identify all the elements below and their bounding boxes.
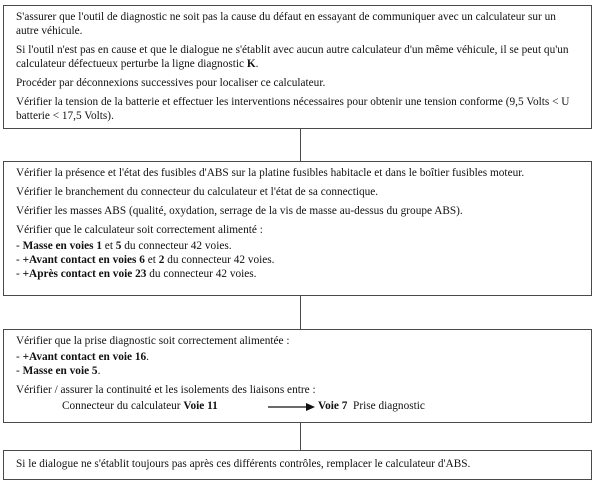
paragraph-battery: Vérifier la tension de la batterie et effectuer les interventions nécessaires pour obtenir une tension conforme (9,5 Volts < U batterie < 17,5 Volts).: [16, 96, 570, 122]
check-box-diagnostic-tool: [3, 5, 592, 129]
list-item: - Masse en voies 1 et 5 du connecteur 42 voies.: [16, 240, 232, 252]
paragraph-disconnect: Procéder par déconnexions successives pour localiser ce calculateur.: [16, 77, 326, 89]
link-target: Voie 7 Prise diagnostic: [318, 400, 425, 412]
paragraph-continuity: Vérifier / assurer la continuité et les isolements des liaisons entre :: [16, 384, 316, 396]
link-source: Connecteur du calculateur Voie 11: [62, 400, 218, 412]
flow-connector-1: [300, 129, 301, 161]
list-item: - +Avant contact en voie 16.: [16, 351, 149, 363]
paragraph-replace: Si le dialogue ne s'établit toujours pas après ces différents contrôles, remplacer le calculateur d'ABS.: [16, 458, 471, 470]
paragraph-connector: Vérifier le branchement du connecteur du calculateur et l'état de sa connectique.: [16, 186, 379, 198]
socket-list: [16, 350, 579, 378]
list-item: - +Avant contact en voies 6 et 2 du connecteur 42 voies.: [16, 254, 275, 266]
list-item: - Masse en voie 5.: [16, 365, 101, 377]
paragraph-fuses: Vérifier la présence et l'état des fusibles d'ABS sur la platine fusibles habitacle et dans le boîtier fusibles moteur.: [16, 167, 525, 179]
paragraph-power: Vérifier que le calculateur soit correctement alimenté :: [16, 224, 263, 236]
flow-connector-2: [300, 296, 301, 329]
wiring-link-row: [16, 399, 579, 415]
check-box-replace: [3, 450, 592, 480]
check-box-diagnostic-socket: [3, 329, 592, 423]
list-item: - +Après contact en voie 23 du connecteur 42 voies.: [16, 268, 257, 280]
paragraph-tool-check: S'assurer que l'outil de diagnostic ne soit pas la cause du défaut en essayant de communiquer avec un calculateur sur un autre véhicule.: [16, 11, 556, 37]
power-list: [16, 239, 579, 281]
flow-connector-3: [300, 423, 301, 450]
line-k-label: K: [246, 58, 256, 70]
paragraph-ground: Vérifier les masses ABS (qualité, oxydation, serrage de la vis de masse au-dessus du groupe ABS).: [16, 205, 463, 217]
arrow-right-icon: [268, 402, 316, 412]
paragraph-socket-power: Vérifier que la prise diagnostic soit correctement alimentée :: [16, 335, 290, 347]
check-box-fuses: [3, 161, 592, 296]
paragraph-line-k: Si l'outil n'est pas en cause et que le dialogue ne s'établit avec aucun autre calculateur d'un même véhicule, il se peut qu'un calculateur défectueux perturbe la ligne diagnostic K.: [16, 44, 569, 70]
